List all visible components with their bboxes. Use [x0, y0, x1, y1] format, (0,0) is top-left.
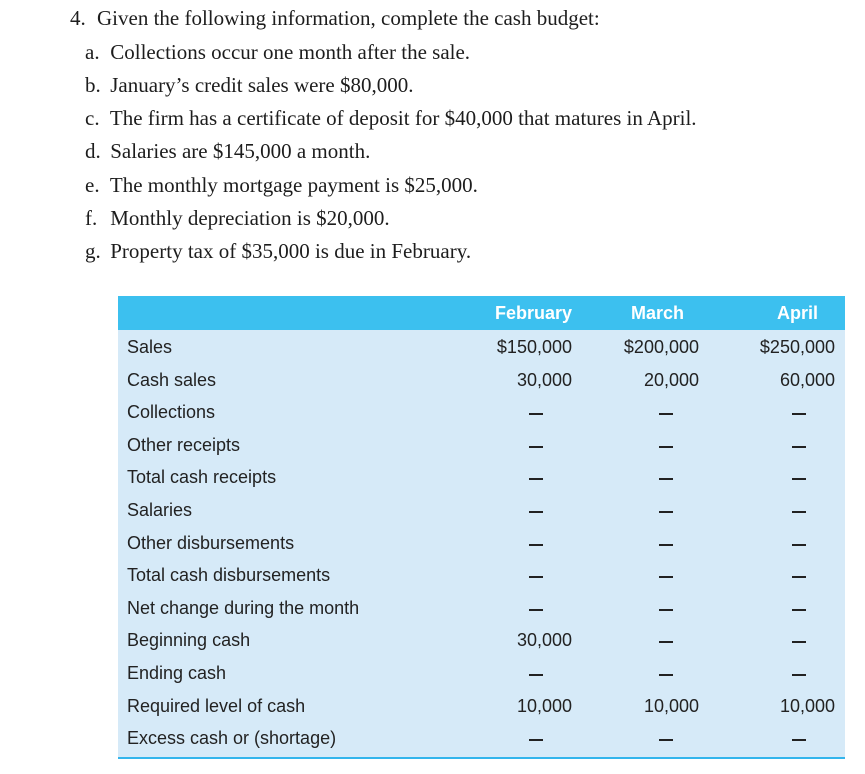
- cash-budget-table: [118, 296, 845, 759]
- table-cell: $150,000: [496, 337, 572, 357]
- blank-answer-cell: [792, 527, 806, 559]
- blank-answer-cell: [792, 592, 806, 624]
- item-text: Collections occur one month after the sale.: [110, 39, 471, 64]
- blank-answer-cell: [792, 657, 806, 689]
- table-row: [118, 429, 845, 462]
- item-text: The firm has a certificate of deposit for $40,000 that matures in April.: [109, 106, 697, 131]
- item-letter: a.: [85, 39, 100, 64]
- table-row: [118, 657, 845, 690]
- blank-answer-cell: [529, 429, 543, 461]
- table-row: [118, 722, 845, 755]
- table-row: [118, 559, 845, 592]
- blank-answer-cell: [659, 624, 673, 656]
- table-cell: 10,000: [643, 695, 699, 716]
- blank-answer-cell: [659, 657, 673, 689]
- column-header-february: February: [494, 303, 572, 323]
- blank-answer-cell: [659, 429, 673, 461]
- item-text: Property tax of $35,000 is due in February.: [110, 239, 472, 264]
- table-row: [118, 624, 845, 657]
- item-letter: b.: [85, 72, 101, 97]
- table-row: [118, 461, 845, 494]
- table-row: [118, 331, 845, 364]
- blank-answer-cell: [792, 461, 806, 493]
- table-cell: 60,000: [779, 369, 835, 390]
- item-letter: g.: [85, 239, 101, 264]
- row-label: Beginning cash: [127, 630, 251, 651]
- row-label: Net change during the month: [127, 597, 360, 618]
- blank-answer-cell: [659, 396, 673, 428]
- blank-answer-cell: [792, 624, 806, 656]
- row-label: Salaries: [127, 500, 193, 520]
- row-label: Cash sales: [127, 369, 217, 390]
- row-label: Total cash receipts: [127, 467, 277, 488]
- item-letter: f.: [85, 205, 98, 230]
- row-label: Sales: [127, 337, 173, 357]
- table-cell: 30,000: [516, 630, 572, 651]
- blank-answer-cell: [659, 722, 673, 754]
- item-text: Monthly depreciation is $20,000.: [110, 205, 390, 230]
- blank-answer-cell: [529, 657, 543, 689]
- list-item: [70, 135, 850, 168]
- blank-answer-cell: [659, 494, 673, 526]
- blank-answer-cell: [529, 592, 543, 624]
- blank-answer-cell: [659, 527, 673, 559]
- item-letter: e.: [85, 172, 100, 197]
- column-header-march: March: [630, 303, 684, 323]
- table-cell: $200,000: [623, 337, 699, 357]
- blank-answer-cell: [792, 429, 806, 461]
- row-label: Required level of cash: [127, 695, 306, 716]
- list-item: [70, 102, 850, 135]
- blank-answer-cell: [529, 559, 543, 591]
- row-label: Other receipts: [127, 434, 241, 455]
- blank-answer-cell: [792, 494, 806, 526]
- list-item: [70, 36, 850, 69]
- row-label: Collections: [127, 402, 216, 423]
- table-row: [118, 396, 845, 429]
- item-text: January’s credit sales were $80,000.: [110, 72, 414, 97]
- blank-answer-cell: [659, 461, 673, 493]
- blank-answer-cell: [529, 722, 543, 754]
- blank-answer-cell: [529, 527, 543, 559]
- item-text: Salaries are $145,000 a month.: [110, 139, 371, 164]
- table-cell: 10,000: [779, 695, 835, 716]
- problem-prompt: Given the following information, complete the cash budget:: [97, 6, 600, 30]
- row-label: Ending cash: [127, 663, 227, 683]
- table-cell: 20,000: [643, 369, 699, 390]
- blank-answer-cell: [529, 494, 543, 526]
- table-row: [118, 592, 845, 625]
- list-item: [70, 235, 850, 268]
- blank-answer-cell: [529, 461, 543, 493]
- blank-answer-cell: [659, 559, 673, 591]
- row-label: Excess cash or (shortage): [127, 728, 337, 749]
- blank-answer-cell: [792, 559, 806, 591]
- item-letter: d.: [85, 139, 101, 164]
- list-item: [70, 202, 850, 235]
- problem-statement: [70, 2, 850, 269]
- blank-answer-cell: [792, 396, 806, 428]
- table-row: [118, 690, 845, 723]
- table-row: [118, 494, 845, 527]
- list-item: [70, 69, 850, 102]
- item-letter: c.: [85, 106, 100, 131]
- table-cell: 10,000: [516, 695, 572, 716]
- problem-prompt-line: [70, 2, 850, 36]
- item-text: The monthly mortgage payment is $25,000.: [109, 172, 478, 197]
- row-label: Other disbursements: [127, 532, 295, 553]
- table-row: [118, 364, 845, 397]
- table-cell: $250,000: [759, 337, 835, 357]
- blank-answer-cell: [792, 722, 806, 754]
- table-row: [118, 527, 845, 560]
- blank-answer-cell: [659, 592, 673, 624]
- table-cell: 30,000: [516, 369, 572, 390]
- table-header-row: [118, 296, 845, 330]
- list-item: [70, 169, 850, 202]
- row-label: Total cash disbursements: [127, 565, 331, 586]
- column-header-april: April: [776, 303, 818, 323]
- blank-answer-cell: [529, 396, 543, 428]
- problem-number: 4.: [70, 6, 86, 30]
